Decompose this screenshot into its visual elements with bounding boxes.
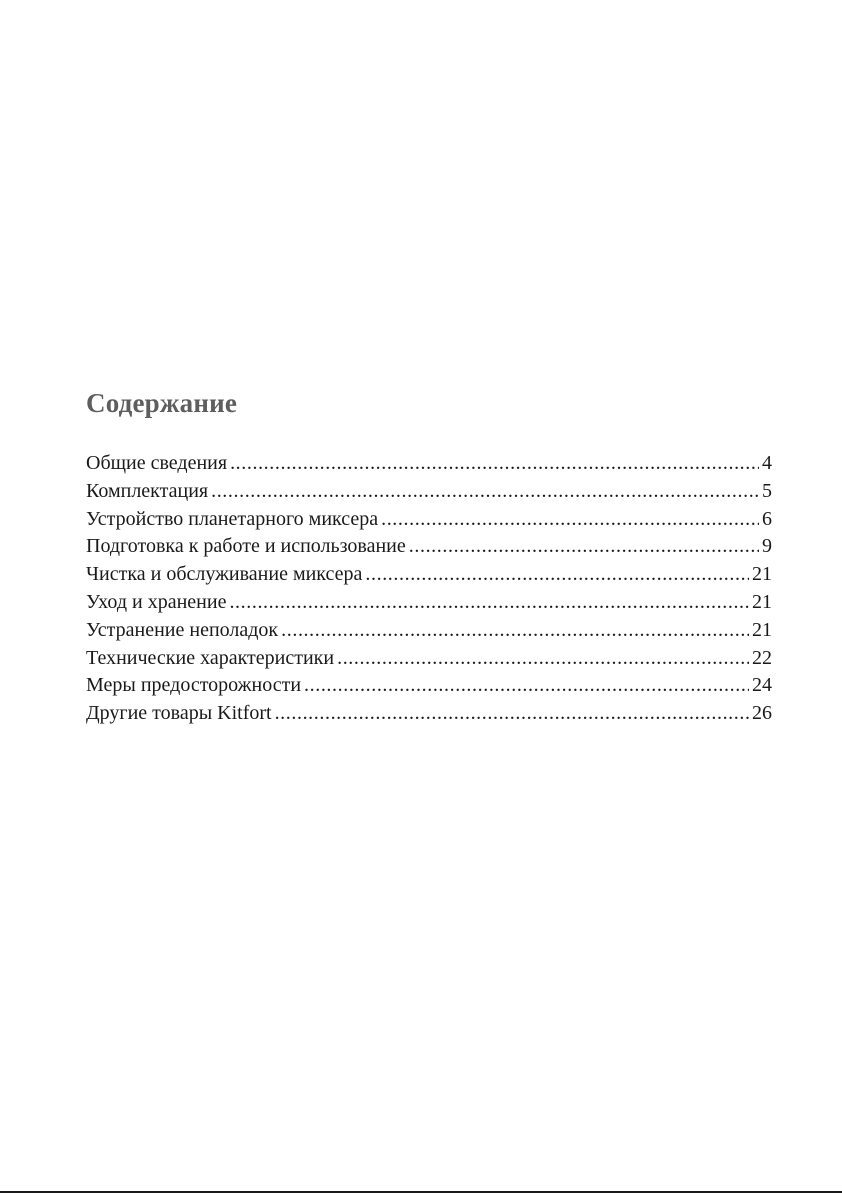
toc-entry-care-and-storage[interactable] (86, 589, 772, 617)
toc-entry-page: 21 (752, 563, 772, 586)
toc-dot-leader (230, 450, 759, 478)
toc-entry-page: 5 (762, 479, 772, 502)
toc-entry-troubleshooting[interactable] (86, 617, 772, 645)
toc-title: Содержание (86, 388, 238, 418)
toc-entry-page: 6 (762, 507, 772, 530)
toc-entry-label: Устройство планетарного миксера (86, 507, 379, 530)
toc-entry-label: Подготовка к работе и использование (86, 535, 406, 558)
table-of-contents (86, 450, 772, 728)
toc-entry-specifications[interactable] (86, 645, 772, 673)
toc-entry-page: 26 (752, 702, 772, 725)
toc-dot-leader (229, 589, 749, 617)
toc-entry-other-products[interactable] (86, 700, 772, 728)
toc-entry-mixer-design[interactable] (86, 506, 772, 534)
toc-dot-leader (211, 478, 759, 506)
toc-entry-label: Технические характеристики (86, 646, 335, 669)
toc-dot-leader (304, 672, 749, 700)
toc-entry-label: Уход и хранение (86, 590, 227, 613)
toc-dot-leader (275, 700, 749, 728)
toc-entry-general-info[interactable] (86, 450, 772, 478)
toc-entry-label: Меры предосторожности (86, 674, 302, 697)
toc-entry-page: 4 (762, 452, 772, 474)
toc-dot-leader (409, 533, 759, 561)
toc-entry-package-contents[interactable] (86, 478, 772, 506)
toc-entry-label: Другие товары Kitfort (86, 702, 272, 725)
toc-entry-preparation-and-use[interactable] (86, 533, 772, 561)
toc-entry-label: Устранение неполадок (86, 618, 279, 641)
toc-entry-cleaning-and-maintenance[interactable] (86, 561, 772, 589)
toc-entry-page: 22 (752, 646, 772, 669)
toc-entry-safety-precautions[interactable] (86, 672, 772, 700)
toc-entry-label: Общие сведения (86, 452, 228, 474)
toc-dot-leader (365, 561, 749, 589)
toc-dot-leader (381, 506, 759, 534)
toc-dot-leader (281, 617, 749, 645)
toc-entry-page: 9 (762, 535, 772, 558)
toc-dot-leader (337, 645, 749, 673)
toc-entry-page: 21 (752, 590, 772, 613)
toc-entry-label: Комплектация (86, 479, 209, 502)
toc-entry-page: 21 (752, 618, 772, 641)
toc-entry-page: 24 (752, 674, 772, 697)
toc-entry-label: Чистка и обслуживание миксера (86, 563, 363, 586)
